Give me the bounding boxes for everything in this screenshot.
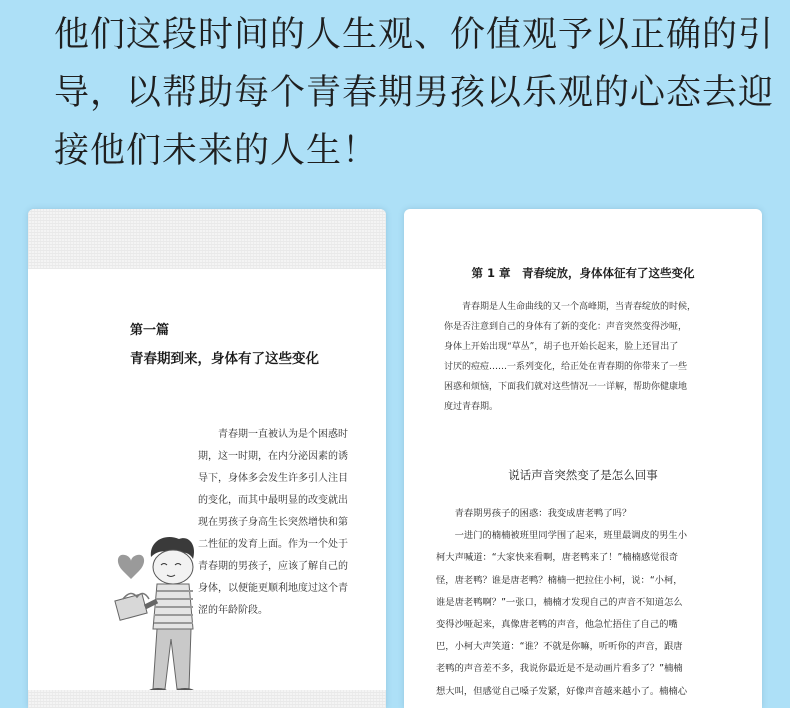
body-line: 老鸭的声音差不多，我说你最近是不是动画片看多了？”楠楠	[436, 663, 683, 675]
header-line: 他们这段时间的人生观、价值观予以正确的引	[54, 15, 775, 55]
part-title: 青春期到来，身体有了这些变化	[130, 351, 319, 367]
boy-with-heart-gift-illustration	[113, 529, 243, 699]
body-line: 变得沙哑起来，真像唐老鸭的声音，他急忙捂住了自己的嘴	[436, 619, 678, 631]
intro-line: 讨厌的痘痘……一系列变化，给正处在青春期的你带来了一些	[444, 362, 688, 372]
intro-line: 困惑和烦恼，下面我们就对这些情况一一详解，帮助你健康地	[444, 382, 688, 392]
body-line: 巴，小柯大声笑道：“谁？不就是你嘛，听听你的声音，跟唐	[436, 641, 683, 653]
body-line: 期，这一时期，在内分泌因素的诱	[198, 451, 348, 462]
intro-line: 身体上开始出现“草丛”，胡子也开始长起来，脸上还冒出了	[444, 342, 679, 352]
body-line: 身体，以便能更顺利地度过这个青	[198, 583, 348, 594]
body-line: 怪，唐老鸭？谁是唐老鸭？楠楠一把拉住小柯，说：“小柯，	[436, 574, 683, 586]
body-line: 现在男孩子身高生长突然增快和第	[198, 517, 348, 528]
body-line: 青春期男孩子的困惑：我变成唐老鸭了吗？	[436, 508, 632, 519]
header-text	[54, 6, 775, 180]
page-bottom-texture	[28, 690, 386, 708]
chapter-intro-text	[444, 297, 730, 417]
intro-line: 青春期是人生命曲线的又一个高峰期，当青春绽放的时候，	[444, 302, 697, 312]
body-line: 青春期一直被认为是个困惑时	[198, 429, 348, 440]
body-line: 谁是唐老鸭啊？”一张口，楠楠才发现自己的声音不知道怎么	[436, 596, 683, 608]
page-top-texture	[28, 209, 386, 269]
right-page	[404, 209, 762, 708]
body-line: 涩的年龄阶段。	[198, 605, 268, 616]
header-line: 导，以帮助每个青春期男孩以乐观的心态去迎	[54, 73, 775, 113]
intro-line: 度过青春期。	[444, 402, 499, 412]
section-body-text	[436, 503, 736, 703]
chapter-title: 第 1 章 青春绽放，身体体征有了这些变化	[471, 266, 695, 280]
body-line: 一进门的楠楠被班里同学围了起来，班里最调皮的男生小	[436, 530, 688, 542]
body-line: 青春期的男孩子，应该了解自己的	[198, 561, 348, 572]
intro-line: 你是否注意到自己的身体有了新的变化：声音突然变得沙哑，	[444, 322, 688, 332]
body-line: 的变化，而其中最明显的改变就出	[198, 495, 348, 506]
body-line: 想大叫，但感觉自己嗓子发紧，好像声音越来越小了。楠楠心	[436, 685, 688, 697]
header-line: 接他们未来的人生！	[54, 131, 379, 171]
body-line: 柯大声喊道：“大家快来看啊，唐老鸭来了！”楠楠感觉很奇	[436, 552, 679, 564]
left-page	[28, 209, 386, 708]
body-line: 二性征的发育上面。作为一个处于	[198, 539, 348, 550]
part-label: 第一篇	[130, 323, 170, 338]
body-line: 导下，身体多会发生许多引人注目	[198, 473, 348, 484]
section-title: 说话声音突然变了是怎么回事	[508, 468, 658, 482]
